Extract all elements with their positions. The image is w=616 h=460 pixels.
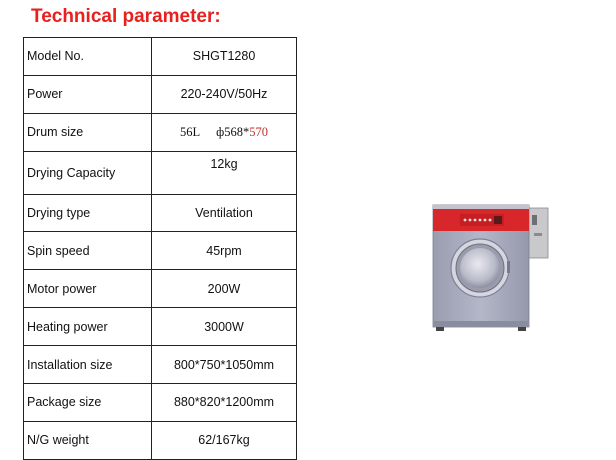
spec-table: [23, 37, 297, 460]
row-value: 800*750*1050mm: [152, 346, 297, 384]
row-label: Installation size: [24, 346, 152, 384]
row-label: Heating power: [24, 308, 152, 346]
row-label: Drying Capacity: [24, 151, 152, 194]
row-value: 45rpm: [152, 232, 297, 270]
row-label: Drying type: [24, 194, 152, 232]
table-row: [24, 421, 297, 459]
row-value: 220-240V/50Hz: [152, 75, 297, 113]
row-value: 880*820*1200mm: [152, 384, 297, 422]
drum-size-value: [152, 113, 297, 151]
row-label: Motor power: [24, 270, 152, 308]
table-row: [24, 151, 297, 194]
table-row: [24, 194, 297, 232]
table-row: [24, 38, 297, 76]
drum-diameter: ф568*: [216, 124, 250, 139]
row-value: 200W: [152, 270, 297, 308]
row-label: Model No.: [24, 38, 152, 76]
row-label: Drum size: [24, 113, 152, 151]
drum-depth: 570: [249, 124, 268, 139]
tumble-dryer-icon: [430, 203, 550, 338]
row-label: Power: [24, 75, 152, 113]
row-value: SHGT1280: [152, 38, 297, 76]
row-value: 3000W: [152, 308, 297, 346]
row-label: N/G weight: [24, 421, 152, 459]
row-label: Spin speed: [24, 232, 152, 270]
row-value: 12kg: [152, 151, 297, 194]
table-row: [24, 308, 297, 346]
row-value: 62/167kg: [152, 421, 297, 459]
table-row: [24, 270, 297, 308]
page-title: Technical parameter:: [31, 6, 221, 27]
table-row: [24, 346, 297, 384]
row-label: Package size: [24, 384, 152, 422]
table-row: [24, 75, 297, 113]
table-row: [24, 113, 297, 151]
table-row: [24, 232, 297, 270]
drum-volume: 56L: [180, 124, 201, 139]
table-row: [24, 384, 297, 422]
row-value: Ventilation: [152, 194, 297, 232]
